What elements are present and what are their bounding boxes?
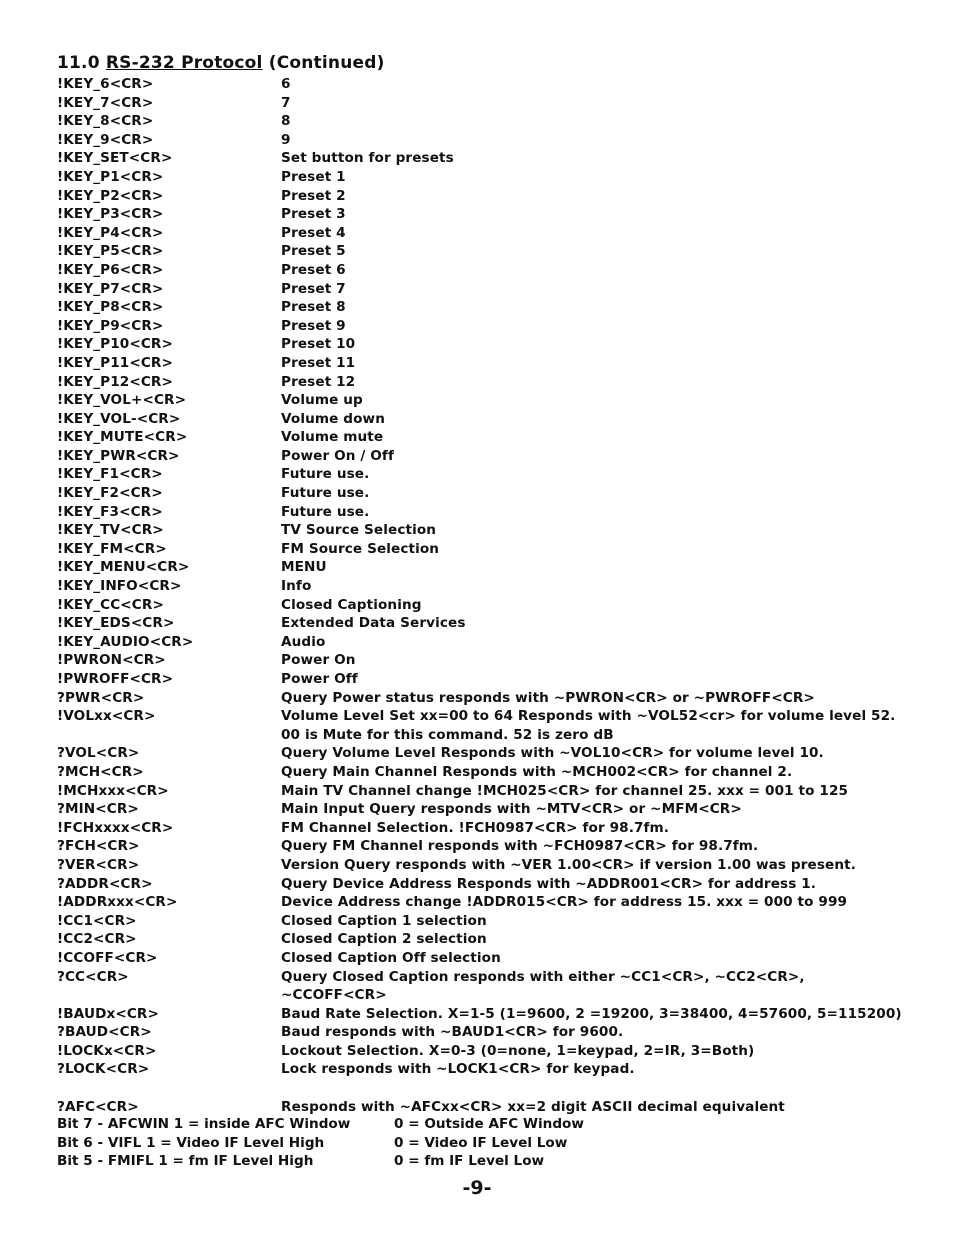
command-description: Power Off — [281, 671, 358, 687]
command-description: Volume up — [281, 392, 363, 409]
command-code: !CC1<CR> — [57, 912, 137, 929]
table-row — [57, 893, 937, 912]
command-code: !KEY_VOL+<CR> — [57, 392, 187, 409]
table-row — [57, 949, 937, 968]
command-code: ?MCH<CR> — [57, 763, 144, 780]
command-description: Query FM Channel responds with ~FCH0987<CR> for 98.7fm. — [281, 838, 759, 855]
command-code: !KEY_6<CR> — [57, 76, 154, 92]
command-code: !KEY_9<CR> — [57, 131, 154, 148]
table-row — [57, 856, 937, 875]
command-code: !KEY_FM<CR> — [57, 540, 167, 557]
command-description: 7 — [281, 94, 291, 111]
command-code: ?AFC<CR> — [57, 1098, 139, 1115]
command-description: Preset 6 — [281, 261, 346, 278]
command-description: Query Device Address Responds with ~ADDR001<CR> for address 1. — [281, 875, 817, 892]
command-description: Baud responds with ~BAUD1<CR> for 9600. — [281, 1024, 624, 1041]
command-description: Future use. — [281, 503, 370, 520]
command-code: !KEY_P8<CR> — [57, 299, 164, 316]
table-row — [57, 819, 937, 838]
command-code: !LOCKx<CR> — [57, 1042, 157, 1059]
table-row — [57, 930, 937, 949]
command-code: !ADDRxxx<CR> — [57, 894, 178, 911]
command-description: Preset 2 — [281, 187, 346, 204]
command-code: ?ADDR<CR> — [57, 875, 153, 892]
table-row — [57, 837, 937, 856]
table-row — [57, 242, 937, 261]
table-row — [57, 596, 937, 615]
bit-set-description: Bit 7 - AFCWIN 1 = inside AFC Window — [57, 1116, 351, 1132]
command-description: 00 is Mute for this command. 52 is zero dB — [281, 726, 614, 743]
command-code: !KEY_MENU<CR> — [57, 559, 190, 576]
command-code: ?PWR<CR> — [57, 689, 145, 706]
table-row — [57, 112, 937, 131]
table-row — [57, 707, 937, 726]
table-row — [57, 187, 937, 206]
table-row — [57, 335, 937, 354]
table-row — [57, 558, 937, 577]
command-code: !KEY_P12<CR> — [57, 373, 173, 390]
command-description: ~CCOFF<CR> — [281, 987, 387, 1004]
table-row — [57, 744, 937, 763]
table-row — [57, 614, 937, 633]
table-row — [57, 280, 937, 299]
command-table — [57, 75, 937, 1116]
bit-clear-description: 0 = Video IF Level Low — [394, 1134, 568, 1151]
table-row — [57, 373, 937, 392]
command-code: !VOLxx<CR> — [57, 708, 156, 725]
table-row — [57, 205, 937, 224]
table-row — [57, 1079, 937, 1098]
table-row — [57, 298, 937, 317]
command-code: !KEY_CC<CR> — [57, 596, 164, 613]
command-code: !KEY_F1<CR> — [57, 466, 163, 483]
table-row — [57, 1060, 937, 1079]
table-row — [57, 577, 937, 596]
table-row — [57, 465, 937, 484]
table-row — [57, 224, 937, 243]
command-code: !CC2<CR> — [57, 931, 137, 948]
command-description: Future use. — [281, 485, 370, 502]
command-code: ?CC<CR> — [57, 968, 129, 985]
command-code: ?VER<CR> — [57, 856, 140, 873]
command-code: !CCOFF<CR> — [57, 949, 158, 966]
command-description: Volume Level Set xx=00 to 64 Responds with ~VOL52<cr> for volume level 52. — [281, 708, 896, 725]
bit-row — [57, 1134, 937, 1153]
command-code: !KEY_P1<CR> — [57, 168, 164, 185]
command-code: !KEY_P9<CR> — [57, 317, 164, 334]
command-code: !KEY_P7<CR> — [57, 280, 164, 297]
command-code: !KEY_F3<CR> — [57, 503, 163, 520]
command-description: Version Query responds with ~VER 1.00<CR> if version 1.00 was present. — [281, 856, 857, 873]
command-description: Volume down — [281, 410, 385, 427]
bit-set-description: Bit 5 - FMIFL 1 = fm IF Level High — [57, 1153, 314, 1170]
bit-clear-description: 0 = fm IF Level Low — [394, 1153, 545, 1170]
table-row — [57, 1023, 937, 1042]
table-row — [57, 782, 937, 801]
command-description: Query Volume Level Responds with ~VOL10<CR> for volume level 10. — [281, 745, 824, 762]
command-code: ?LOCK<CR> — [57, 1061, 150, 1078]
command-description: Closed Captioning — [281, 596, 422, 613]
table-row — [57, 447, 937, 466]
command-description: 9 — [281, 131, 291, 148]
bit-set-description: Bit 6 - VIFL 1 = Video IF Level High — [57, 1134, 325, 1151]
command-description: Preset 4 — [281, 224, 346, 241]
table-row — [57, 75, 937, 94]
table-row — [57, 149, 937, 168]
table-row — [57, 428, 937, 447]
afc-bit-table — [57, 1115, 937, 1171]
command-description: Closed Caption 1 selection — [281, 912, 487, 929]
command-description: FM Source Selection — [281, 540, 440, 557]
command-code: !KEY_P4<CR> — [57, 224, 164, 241]
table-row — [57, 726, 937, 745]
command-code: ?VOL<CR> — [57, 745, 140, 762]
command-code: !KEY_P2<CR> — [57, 187, 164, 204]
table-row — [57, 912, 937, 931]
command-description: Device Address change !ADDR015<CR> for address 15. xxx = 000 to 999 — [281, 894, 848, 911]
command-description: Lock responds with ~LOCK1<CR> for keypad. — [281, 1061, 635, 1078]
table-row — [57, 94, 937, 113]
section-number: 11.0 — [57, 53, 100, 73]
command-description: Closed Caption Off selection — [281, 949, 501, 966]
command-code: ?BAUD<CR> — [57, 1024, 152, 1041]
command-code: !KEY_AUDIO<CR> — [57, 633, 194, 650]
page-number: -9- — [462, 1177, 492, 1199]
command-description: 8 — [281, 113, 291, 130]
table-row — [57, 131, 937, 150]
command-description: Preset 3 — [281, 206, 346, 223]
command-code: !KEY_VOL-<CR> — [57, 410, 181, 427]
command-code: ?FCH<CR> — [57, 838, 140, 855]
table-row — [57, 968, 937, 987]
command-description: Preset 7 — [281, 280, 346, 297]
command-description: Preset 5 — [281, 243, 346, 260]
command-description: TV Source Selection — [281, 522, 437, 539]
section-suffix: (Continued) — [268, 53, 385, 73]
command-code: !MCHxxx<CR> — [57, 782, 169, 799]
command-description: Preset 8 — [281, 299, 346, 316]
command-description: Preset 9 — [281, 317, 346, 334]
command-description: 6 — [281, 76, 291, 92]
command-description: Volume mute — [281, 429, 384, 446]
command-description: Lockout Selection. X=0-3 (0=none, 1=keypad, 2=IR, 3=Both) — [281, 1042, 755, 1059]
table-row — [57, 633, 937, 652]
command-code: !BAUDx<CR> — [57, 1005, 159, 1022]
command-description: Preset 1 — [281, 168, 346, 185]
command-code: !KEY_F2<CR> — [57, 485, 163, 502]
table-row — [57, 521, 937, 540]
command-code: !KEY_P11<CR> — [57, 354, 173, 371]
section-title: RS-232 Protocol — [105, 53, 263, 73]
bit-row — [57, 1115, 937, 1134]
command-description: Extended Data Services — [281, 615, 466, 632]
command-code: !KEY_SET<CR> — [57, 150, 173, 167]
table-row — [57, 689, 937, 708]
table-row — [57, 261, 937, 280]
command-description: Main TV Channel change !MCH025<CR> for channel 25. xxx = 001 to 125 — [281, 782, 849, 799]
command-description: Preset 12 — [281, 373, 356, 390]
command-code: !KEY_P3<CR> — [57, 206, 164, 223]
command-code: !KEY_MUTE<CR> — [57, 429, 188, 446]
table-row — [57, 1042, 937, 1061]
command-description: Power On — [281, 652, 356, 669]
command-code: !KEY_EDS<CR> — [57, 615, 175, 632]
command-code: !KEY_P10<CR> — [57, 336, 173, 353]
command-description: Baud Rate Selection. X=1-5 (1=9600, 2 =19200, 3=38400, 4=57600, 5=115200) — [281, 1005, 902, 1022]
command-description: Info — [281, 578, 312, 595]
table-row — [57, 670, 937, 689]
command-description: Audio — [281, 633, 326, 650]
command-code: !KEY_PWR<CR> — [57, 447, 180, 464]
command-code: !KEY_P6<CR> — [57, 261, 164, 278]
table-row — [57, 540, 937, 559]
command-description: Query Main Channel Responds with ~MCH002<CR> for channel 2. — [281, 763, 793, 780]
command-code: !PWRON<CR> — [57, 652, 166, 669]
command-description: Closed Caption 2 selection — [281, 931, 487, 948]
command-description: MENU — [281, 559, 327, 576]
command-description: Preset 11 — [281, 354, 356, 371]
bit-clear-description: 0 = Outside AFC Window — [394, 1116, 584, 1132]
bit-row — [57, 1152, 937, 1171]
table-row — [57, 410, 937, 429]
table-row — [57, 391, 937, 410]
table-row — [57, 800, 937, 819]
command-description: Preset 10 — [281, 336, 356, 353]
table-row — [57, 168, 937, 187]
command-code: !PWROFF<CR> — [57, 671, 174, 687]
table-row — [57, 651, 937, 670]
command-code: !KEY_7<CR> — [57, 94, 154, 111]
table-row — [57, 763, 937, 782]
command-description: Responds with ~AFCxx<CR> xx=2 digit ASCII decimal equivalent — [281, 1098, 785, 1115]
table-row — [57, 484, 937, 503]
command-description: FM Channel Selection. !FCH0987<CR> for 98.7fm. — [281, 819, 670, 836]
command-description: Main Input Query responds with ~MTV<CR> or ~MFM<CR> — [281, 801, 742, 818]
table-row — [57, 1005, 937, 1024]
command-code: ?MIN<CR> — [57, 801, 139, 818]
command-code: !KEY_P5<CR> — [57, 243, 164, 260]
table-row — [57, 986, 937, 1005]
command-code: !FCHxxxx<CR> — [57, 819, 174, 836]
table-row — [57, 317, 937, 336]
command-description: Query Closed Caption responds with either ~CC1<CR>, ~CC2<CR>, — [281, 968, 805, 985]
table-row — [57, 503, 937, 522]
table-row — [57, 1098, 937, 1117]
command-description: Power On / Off — [281, 447, 394, 464]
command-code: !KEY_TV<CR> — [57, 522, 164, 539]
command-code: !KEY_INFO<CR> — [57, 578, 182, 595]
table-row — [57, 354, 937, 373]
command-description: Query Power status responds with ~PWRON<CR> or ~PWROFF<CR> — [281, 689, 815, 706]
command-description: Future use. — [281, 466, 370, 483]
section-heading — [57, 53, 385, 73]
command-code: !KEY_8<CR> — [57, 113, 154, 130]
command-description: Set button for presets — [281, 150, 454, 167]
table-row — [57, 875, 937, 894]
